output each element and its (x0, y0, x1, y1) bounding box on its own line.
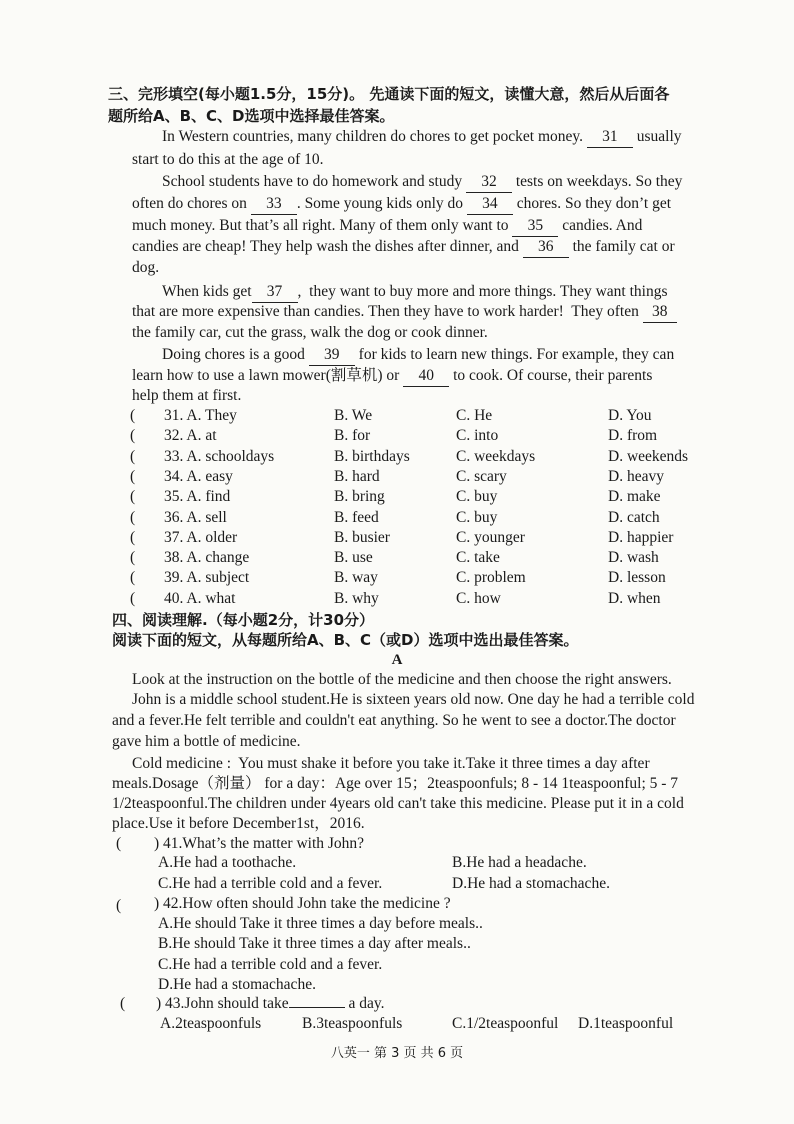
answer-paren[interactable]: ( (130, 427, 136, 444)
section3-heading: 三、完形填空(每小题1.5分，15分)。 先通读下面的短文，读懂大意，然后从后面各 (108, 85, 670, 103)
passage-line: dog. (132, 259, 160, 276)
q41-option-a[interactable]: A.He had a toothache. (158, 854, 297, 871)
answer-paren[interactable]: ( (116, 835, 122, 852)
q43-option-d[interactable]: D.1teaspoonful (578, 1015, 674, 1032)
cloze-option-a[interactable]: 33. A. schooldays (164, 448, 275, 465)
passage-line: learn how to use a lawn mower(割草机) or 40 to cook. Of course, their parents (132, 366, 652, 387)
cloze-option-a[interactable]: 34. A. easy (164, 468, 233, 485)
answer-paren[interactable]: ( (130, 569, 136, 586)
reading-line: place.Use it before December1st，2016. (112, 815, 365, 832)
cloze-option-b[interactable]: B. hard (334, 468, 380, 485)
cloze-option-d[interactable]: D. You (608, 407, 652, 424)
question-43: ) 43.John should take a day. (156, 995, 385, 1012)
answer-paren[interactable]: ( (116, 897, 122, 914)
cloze-option-d[interactable]: D. when (608, 590, 661, 607)
blank-40: 40 (403, 366, 449, 387)
passage-line: often do chores on 33 . Some young kids only do 34 chores. So they don’t get (132, 194, 671, 215)
reading-line: 1/2teaspoonful.The children under 4years old can't take this medicine. Please put it in a cold (112, 795, 684, 812)
cloze-option-c[interactable]: C. into (456, 427, 499, 444)
q42-option-c[interactable]: C.He had a terrible cold and a fever. (158, 956, 383, 973)
cloze-option-a[interactable]: 31. A. They (164, 407, 237, 424)
reading-line: meals.Dosage（剂量） for a day：Age over 15；2teaspoonfuls; 8 - 14 1teaspoonful; 5 - 7 (112, 775, 679, 792)
passage-line: that are more expensive than candies. Then they have to work harder! They often 38 (132, 302, 677, 323)
cloze-option-b[interactable]: B. use (334, 549, 373, 566)
cloze-option-b[interactable]: B. busier (334, 529, 390, 546)
cloze-option-d[interactable]: D. heavy (608, 468, 664, 485)
answer-paren[interactable]: ( (130, 407, 136, 424)
passage-line: Doing chores is a good 39 for kids to learn new things. For example, they can (162, 345, 674, 366)
cloze-option-d[interactable]: D. lesson (608, 569, 666, 586)
passage-line: much money. But that’s all right. Many of them only want to 35 candies. And (132, 216, 642, 237)
answer-paren[interactable]: ( (130, 448, 136, 465)
cloze-option-d[interactable]: D. weekends (608, 448, 689, 465)
answer-paren[interactable]: ( (130, 590, 136, 607)
blank-39: 39 (309, 345, 355, 366)
cloze-option-d[interactable]: D. make (608, 488, 661, 505)
answer-paren[interactable]: ( (130, 529, 136, 546)
cloze-option-c[interactable]: C. He (456, 407, 493, 424)
cloze-option-b[interactable]: B. feed (334, 509, 379, 526)
question-42: ) 42.How often should John take the medicine ? (154, 895, 451, 912)
reading-line: Look at the instruction on the bottle of the medicine and then choose the right answers. (132, 671, 672, 688)
answer-paren[interactable]: ( (120, 995, 126, 1012)
q43-option-a[interactable]: A.2teaspoonfuls (160, 1015, 262, 1032)
cloze-option-c[interactable]: C. problem (456, 569, 526, 586)
cloze-option-b[interactable]: B. why (334, 590, 379, 607)
cloze-option-a[interactable]: 36. A. sell (164, 509, 227, 526)
q42-option-d[interactable]: D.He had a stomachache. (158, 976, 316, 993)
answer-paren[interactable]: ( (130, 488, 136, 505)
blank-43 (289, 1007, 345, 1008)
reading-line: gave him a bottle of medicine. (112, 733, 301, 750)
cloze-option-a[interactable]: 35. A. find (164, 488, 231, 505)
cloze-option-b[interactable]: B. bring (334, 488, 385, 505)
cloze-option-b[interactable]: B. birthdays (334, 448, 410, 465)
q43-option-c[interactable]: C.1/2teaspoonful (452, 1015, 559, 1032)
section4-heading: 四、阅读理解.（每小题2分，计30分） (112, 611, 375, 629)
cloze-option-d[interactable]: D. happier (608, 529, 674, 546)
cloze-option-a[interactable]: 40. A. what (164, 590, 236, 607)
answer-paren[interactable]: ( (130, 509, 136, 526)
passage-line: candies are cheap! They help wash the dishes after dinner, and 36 the family cat or (132, 237, 675, 258)
passage-label: A (391, 652, 403, 668)
cloze-option-a[interactable]: 37. A. older (164, 529, 238, 546)
cloze-option-b[interactable]: B. for (334, 427, 371, 444)
blank-31: 31 (587, 127, 633, 148)
cloze-option-b[interactable]: B. We (334, 407, 373, 424)
cloze-option-d[interactable]: D. from (608, 427, 658, 444)
passage-line: When kids get 37 , they want to buy more and more things. They want things (162, 282, 667, 303)
cloze-option-c[interactable]: C. take (456, 549, 500, 566)
blank-34: 34 (467, 194, 513, 215)
answer-paren[interactable]: ( (130, 549, 136, 566)
cloze-option-a[interactable]: 39. A. subject (164, 569, 250, 586)
cloze-option-c[interactable]: C. younger (456, 529, 525, 546)
reading-line: and a fever.He felt terrible and couldn't eat anything. So he went to see a doctor.The doctor (112, 712, 676, 729)
q41-option-b[interactable]: B.He had a headache. (452, 854, 587, 871)
cloze-option-b[interactable]: B. way (334, 569, 378, 586)
blank-38: 38 (643, 302, 677, 323)
cloze-option-c[interactable]: C. buy (456, 488, 498, 505)
cloze-option-a[interactable]: 32. A. at (164, 427, 217, 444)
q41-option-d[interactable]: D.He had a stomachache. (452, 875, 610, 892)
q42-option-a[interactable]: A.He should Take it three times a day before meals.. (158, 915, 483, 932)
cloze-option-d[interactable]: D. wash (608, 549, 659, 566)
cloze-option-c[interactable]: C. weekdays (456, 448, 536, 465)
cloze-option-c[interactable]: C. scary (456, 468, 507, 485)
cloze-option-d[interactable]: D. catch (608, 509, 660, 526)
passage-line: start to do this at the age of 10. (132, 151, 324, 168)
q43-option-b[interactable]: B.3teaspoonfuls (302, 1015, 403, 1032)
reading-line: Cold medicine : You must shake it before you take it.Take it three times a day after (132, 755, 650, 772)
page-footer: 八英一 第 3 页 共 6 页 (330, 1046, 464, 1061)
question-41: ) 41.What’s the matter with John? (154, 835, 365, 852)
q42-option-b[interactable]: B.He should Take it three times a day after meals.. (158, 935, 471, 952)
passage-line: In Western countries, many children do chores to get pocket money. 31 usually (162, 127, 682, 148)
answer-paren[interactable]: ( (130, 468, 136, 485)
passage-line: help them at first. (132, 387, 242, 404)
blank-35: 35 (512, 216, 558, 237)
section3-heading-line2: 题所给A、B、C、D选项中选择最佳答案。 (108, 107, 395, 125)
section4-instruction: 阅读下面的短文，从每题所给A、B、C（或D）选项中选出最佳答案。 (112, 631, 579, 649)
blank-36: 36 (523, 237, 569, 258)
passage-line: the family car, cut the grass, walk the dog or cook dinner. (132, 324, 488, 341)
q41-option-c[interactable]: C.He had a terrible cold and a fever. (158, 875, 383, 892)
blank-33: 33 (251, 194, 297, 215)
cloze-option-a[interactable]: 38. A. change (164, 549, 250, 566)
cloze-option-c[interactable]: C. how (456, 590, 501, 607)
blank-32: 32 (466, 172, 512, 193)
blank-37: 37 (252, 282, 298, 303)
passage-line: School students have to do homework and study 32 tests on weekdays. So they (162, 172, 682, 193)
reading-line: John is a middle school student.He is sixteen years old now. One day he had a terrible cold (132, 691, 695, 708)
cloze-option-c[interactable]: C. buy (456, 509, 498, 526)
